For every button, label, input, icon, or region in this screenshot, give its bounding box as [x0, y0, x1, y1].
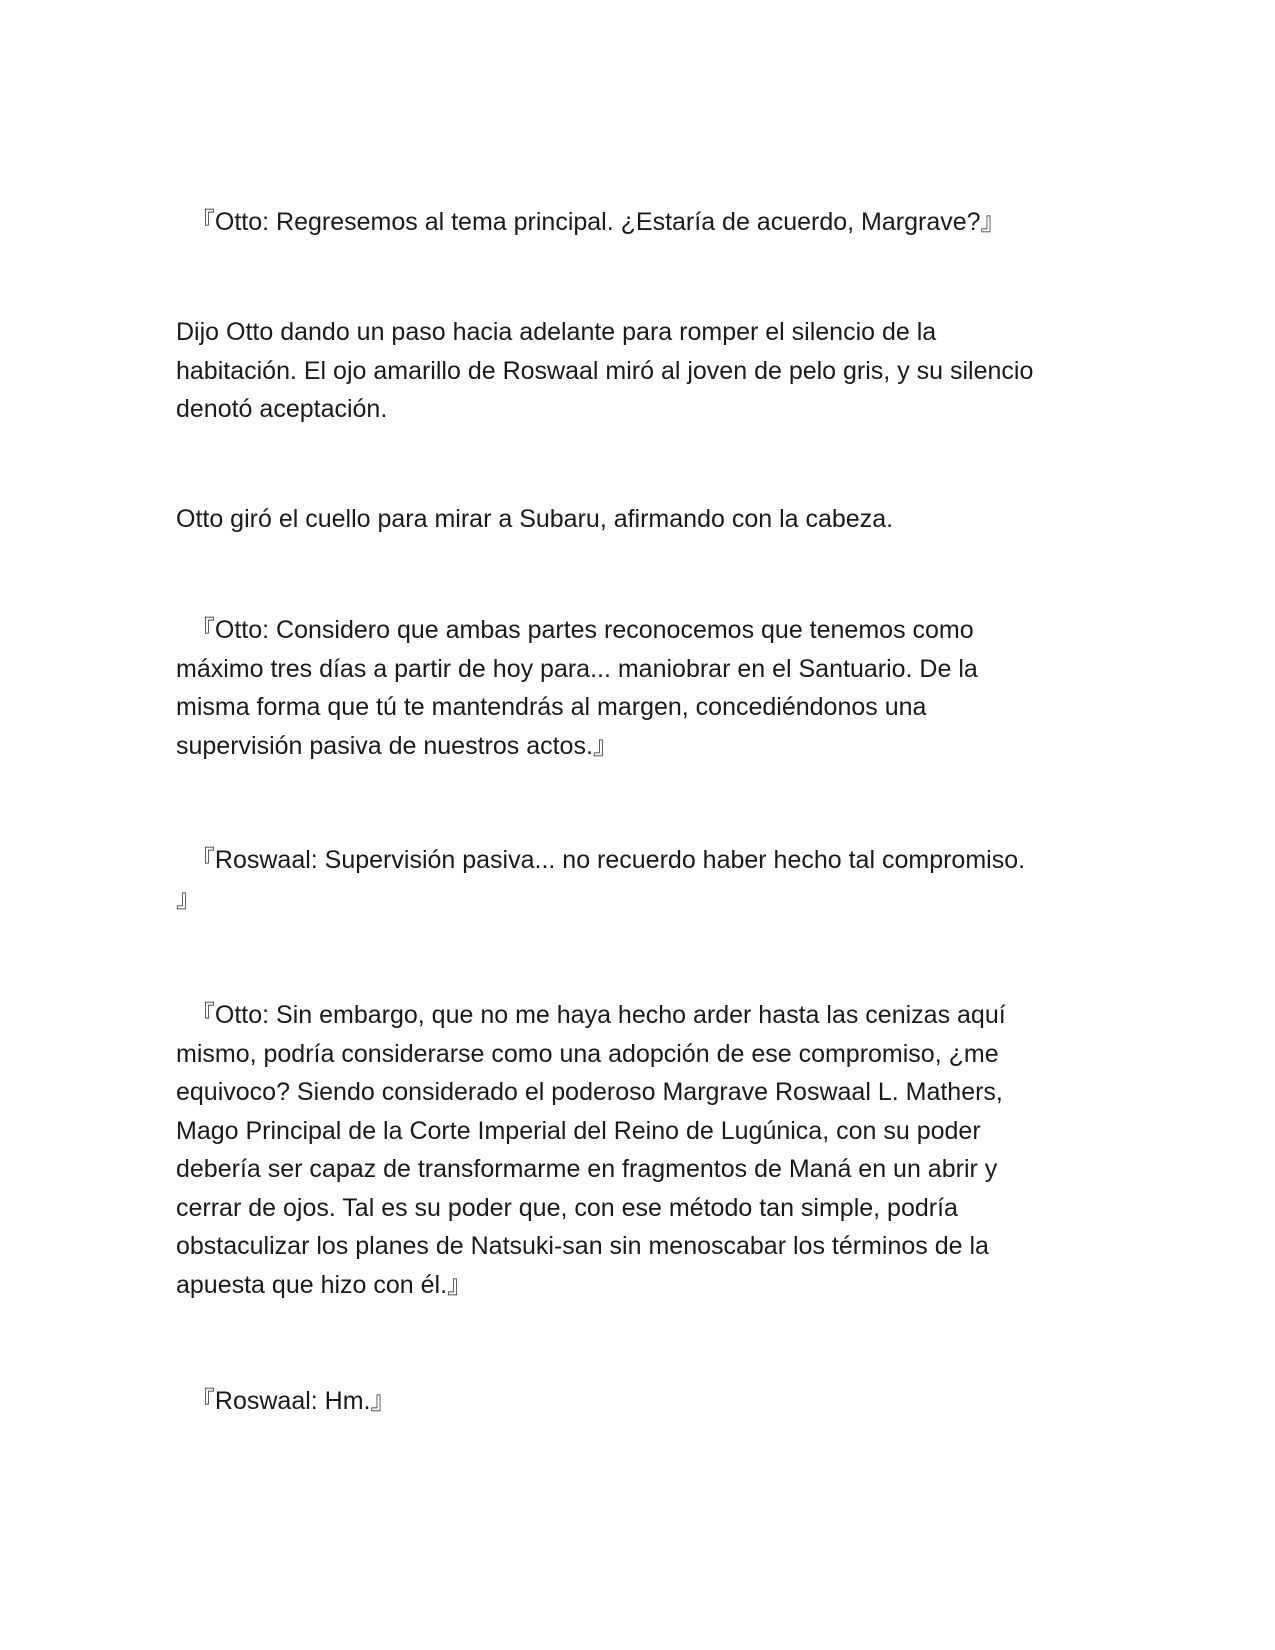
- dialogue-roswaal-passive-supervision: 『Roswaal: Supervisión pasiva... no recuerdo haber hecho tal compromiso. 』: [176, 846, 1026, 913]
- narration-otto-steps-forward: Dijo Otto dando un paso hacia adelante para romper el silencio de la habitación. El ojo amarillo de Roswaal miró al joven de pelo gris, y su silencio denotó aceptación.: [176, 318, 1034, 423]
- dialogue-roswaal-hm: 『Roswaal: Hm.』: [176, 1387, 396, 1415]
- narration-otto-turns-neck: Otto giró el cuello para mirar a Subaru, afirmando con la cabeza.: [176, 505, 894, 533]
- dialogue-otto-ashes: 『Otto: Sin embargo, que no me haya hecho arder hasta las cenizas aquí mismo, podría considerarse como una adopción de ese compromiso, ¿me equivoco? Siendo considerado el poderoso Margrave Roswaal L. Mathers, Mago Principal de la Corte Imperial del Reino de Lugúnica, con su poder debería ser capaz de transformarme en fragmentos de Maná en un abrir y cerrar de ojos. Tal es su poder que, con ese método tan simple, podría obstaculizar los planes de Natsuki-san sin menoscabar los términos de la apuesta que hizo con él.』: [176, 1001, 1006, 1299]
- dialogue-otto-three-days: 『Otto: Considero que ambas partes reconocemos que tenemos como máximo tres días a partir de hoy para... maniobrar en el Santuario. De la misma forma que tú te mantendrás al margen, concediéndonos una supervisión pasiva de nuestros actos.』: [176, 616, 978, 760]
- dialogue-otto-main-topic: 『Otto: Regresemos al tema principal. ¿Estaría de acuerdo, Margrave?』: [176, 208, 1006, 236]
